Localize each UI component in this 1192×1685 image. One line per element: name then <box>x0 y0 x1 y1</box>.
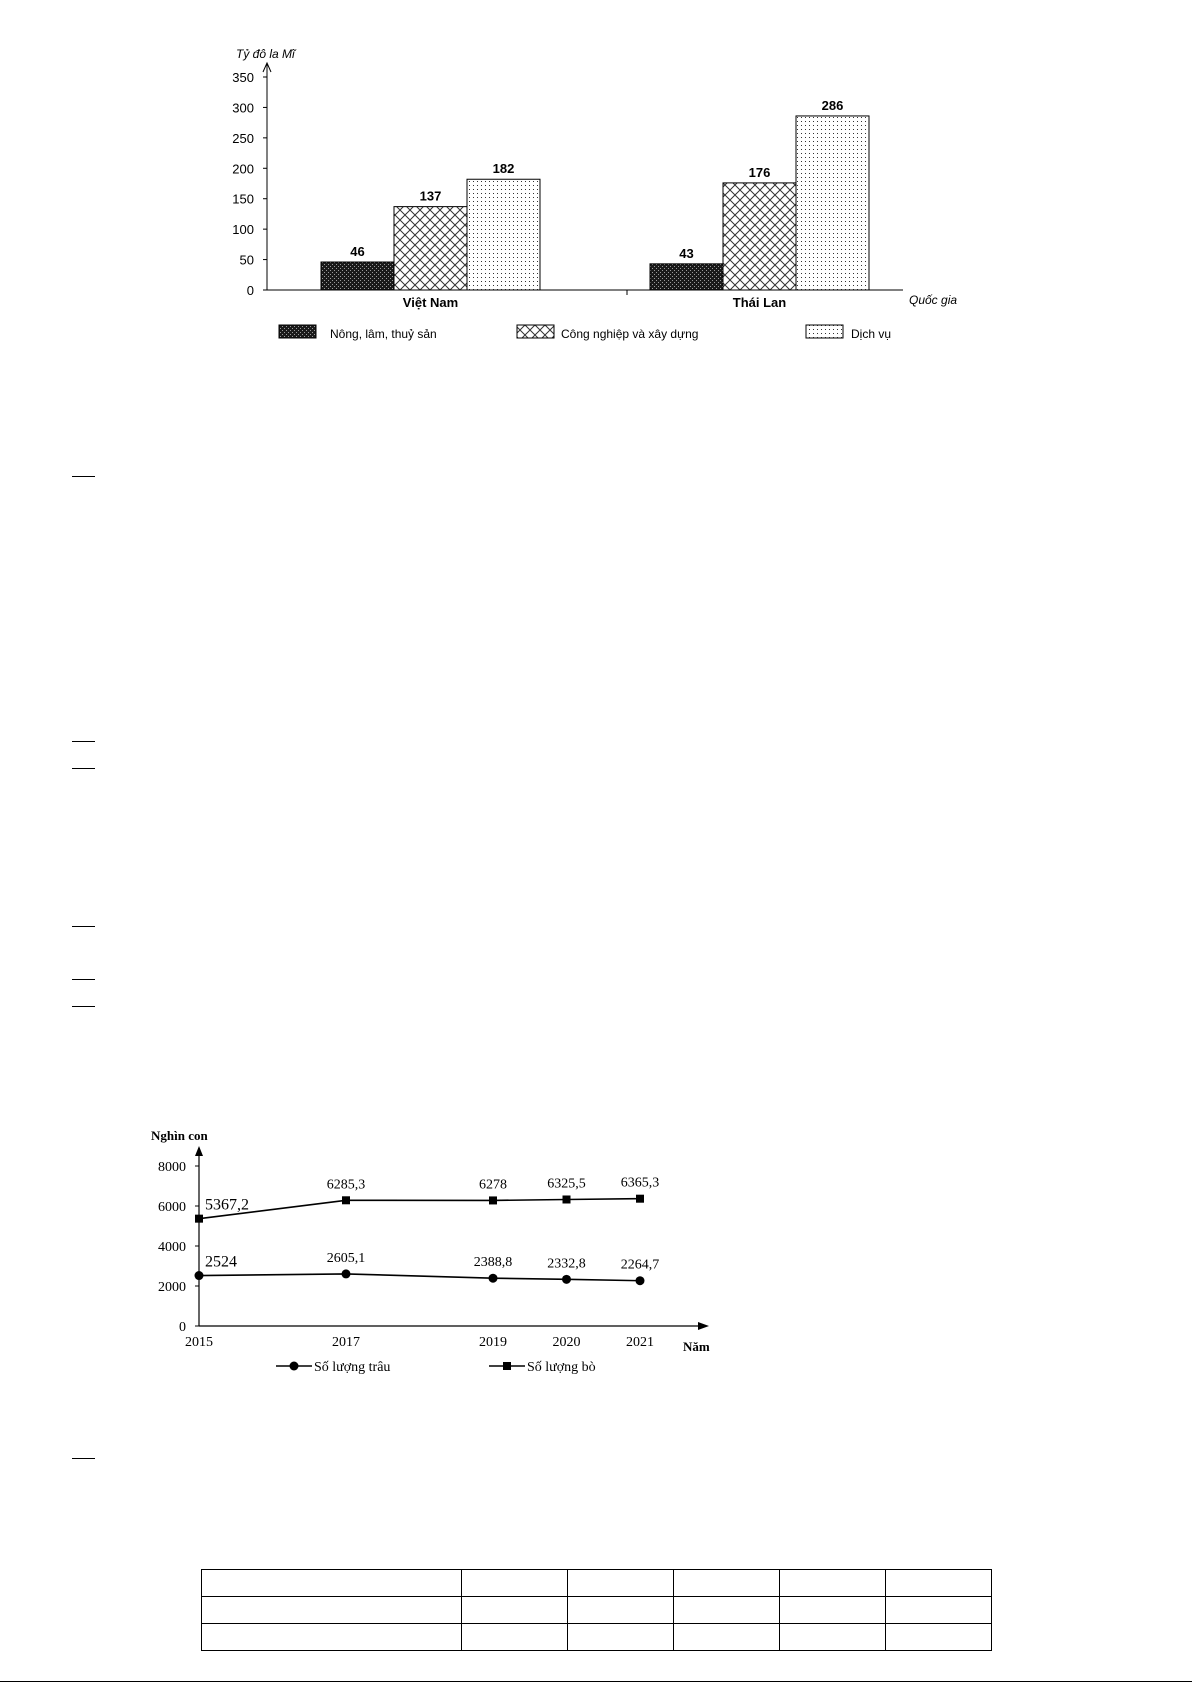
data-label: 2332,8 <box>547 1256 586 1272</box>
bar-value-label: 46 <box>350 244 365 260</box>
answer-dash <box>72 476 95 477</box>
y-tick-label: 200 <box>232 161 254 177</box>
x-category-label: Thái Lan <box>732 295 787 310</box>
data-point <box>195 1271 204 1280</box>
y-tick-label: 0 <box>179 1320 186 1335</box>
data-point <box>636 1276 645 1285</box>
x-category-label: Việt Nam <box>402 295 459 310</box>
y-tick-label: 2000 <box>158 1280 186 1295</box>
x-tick-label: 2017 <box>332 1335 360 1350</box>
legend-swatch <box>279 325 316 338</box>
bar-value-label: 176 <box>748 164 771 180</box>
data-point <box>342 1269 351 1278</box>
table-row <box>202 1624 992 1651</box>
table-cell <box>674 1570 780 1597</box>
bar-value-label: 137 <box>419 188 442 204</box>
legend-label: Công nghiệp và xây dựng <box>561 327 699 341</box>
x-tick-label: 2019 <box>479 1335 507 1350</box>
table-cell <box>886 1624 992 1651</box>
y-tick-label: 4000 <box>158 1240 186 1255</box>
data-point <box>489 1274 498 1283</box>
x-tick-label: 2015 <box>185 1335 213 1350</box>
data-point <box>342 1196 350 1204</box>
data-point <box>562 1275 571 1284</box>
x-axis-arrow-icon <box>698 1322 709 1330</box>
answer-dash <box>72 979 95 980</box>
table-cell <box>568 1570 674 1597</box>
bar <box>321 262 394 290</box>
y-tick-label: 6000 <box>158 1200 186 1215</box>
table-cell <box>202 1570 462 1597</box>
y-tick-label: 0 <box>246 283 254 298</box>
bar <box>723 183 796 290</box>
data-label: 6278 <box>479 1177 507 1193</box>
data-label: 2388,8 <box>473 1255 513 1271</box>
table-cell <box>886 1570 992 1597</box>
x-axis-label: Năm <box>683 1339 710 1354</box>
legend-marker <box>503 1362 511 1370</box>
legend-label: Số lượng trâu <box>314 1360 391 1375</box>
bar-value-label: 43 <box>679 245 694 261</box>
data-label: 6285,3 <box>326 1177 366 1193</box>
answer-dash <box>72 1006 95 1007</box>
answer-dash <box>72 768 95 769</box>
y-tick-label: 8000 <box>158 1160 186 1175</box>
data-point <box>636 1195 644 1203</box>
y-tick-label: 250 <box>232 130 254 146</box>
y-tick-label: 300 <box>232 100 254 116</box>
legend-marker <box>290 1362 299 1371</box>
y-axis-arrow-icon <box>195 1146 203 1156</box>
data-label: 2605,1 <box>326 1250 366 1266</box>
legend-label: Dịch vụ <box>851 327 892 341</box>
table-cell <box>886 1597 992 1624</box>
answer-dash <box>72 926 95 927</box>
table-cell <box>780 1570 886 1597</box>
y-tick-label: 50 <box>239 252 254 268</box>
y-tick-label: 350 <box>232 70 254 85</box>
x-axis-label: Quốc gia <box>909 293 958 307</box>
bar <box>650 264 723 290</box>
x-tick-label: 2021 <box>626 1335 654 1350</box>
table-cell <box>780 1597 886 1624</box>
series-line <box>199 1196 640 1219</box>
x-tick-label: 2020 <box>552 1335 581 1350</box>
table-cell <box>202 1624 462 1651</box>
bar-value-label: 182 <box>492 161 515 177</box>
data-point <box>563 1195 571 1203</box>
bar-chart-gdp-sectors <box>232 47 957 341</box>
table-cell <box>674 1624 780 1651</box>
data-label: 6365,3 <box>620 1175 660 1191</box>
y-tick-label: 150 <box>232 191 254 207</box>
table-row <box>202 1597 992 1624</box>
line-chart-livestock <box>151 1128 710 1375</box>
table-cell <box>202 1597 462 1624</box>
y-axis-label: Nghìn con <box>151 1128 208 1143</box>
table-cell <box>462 1597 568 1624</box>
bar-value-label: 286 <box>821 97 844 113</box>
bar <box>467 179 540 290</box>
y-axis-label: Tỷ đô la Mĩ <box>236 47 295 61</box>
table-cell <box>462 1624 568 1651</box>
table-cell <box>780 1624 886 1651</box>
legend-swatch <box>806 325 843 338</box>
table-cell <box>462 1570 568 1597</box>
bar <box>394 207 467 290</box>
legend-swatch <box>517 325 554 338</box>
data-label: 2264,7 <box>620 1257 660 1273</box>
data-label: 6325,5 <box>547 1176 586 1192</box>
data-label: 5367,2 <box>205 1196 249 1214</box>
table-cell <box>568 1624 674 1651</box>
answer-dash <box>72 1458 95 1459</box>
data-label: 2524 <box>205 1253 237 1271</box>
answer-dash <box>72 741 95 742</box>
legend-label: Số lượng bò <box>527 1360 596 1375</box>
legend-label: Nông, lâm, thuỷ sản <box>330 327 437 341</box>
table-cell <box>674 1597 780 1624</box>
table-cell <box>568 1597 674 1624</box>
table-row <box>202 1570 992 1597</box>
page-bottom-rule <box>0 1681 1192 1682</box>
empty-data-table <box>201 1569 992 1651</box>
y-tick-label: 100 <box>232 222 254 238</box>
data-point <box>489 1196 497 1204</box>
series-line <box>199 1274 640 1281</box>
bar <box>796 116 869 290</box>
data-point <box>195 1215 203 1223</box>
